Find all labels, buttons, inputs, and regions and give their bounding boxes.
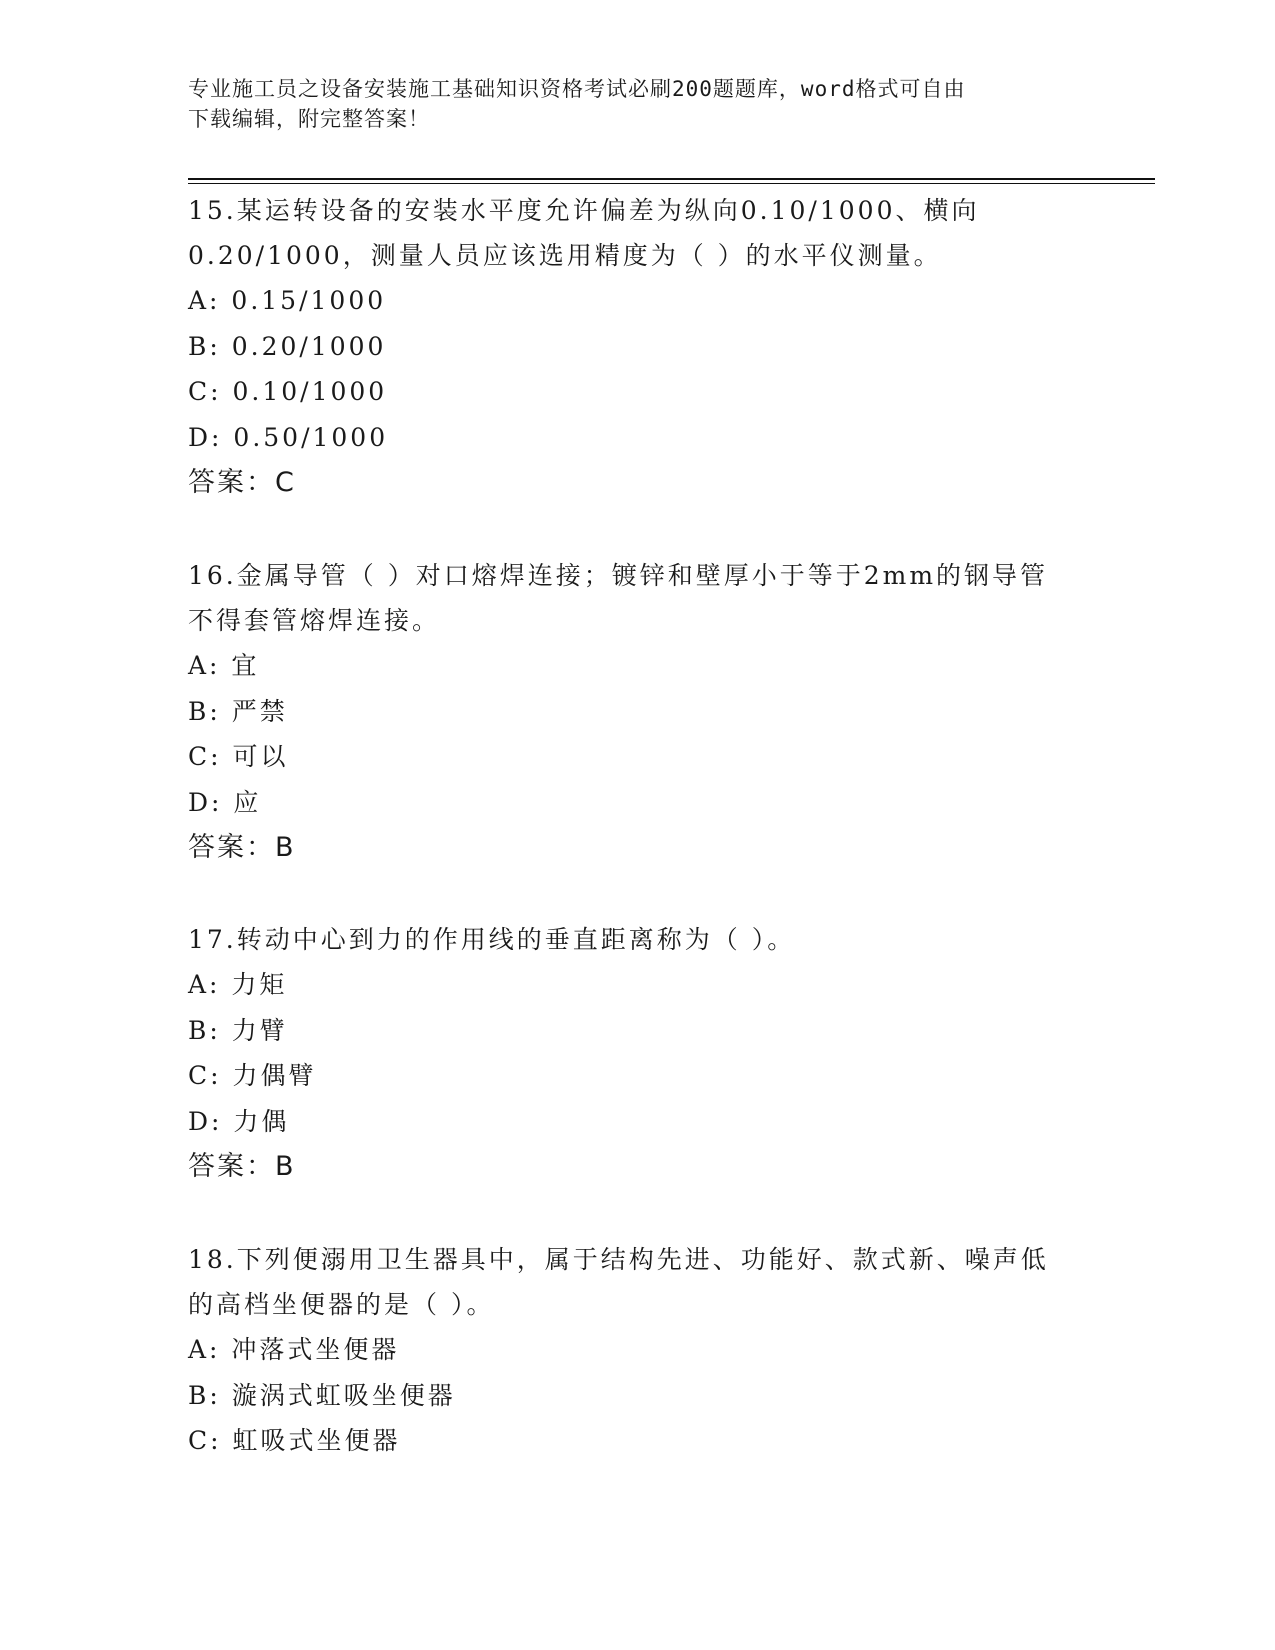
option-a: A: 力矩 [188, 970, 288, 999]
option-a: A: 冲落式坐便器 [188, 1335, 400, 1364]
option-b: B: 0.20/1000 [188, 331, 387, 361]
question-stem-line: 的高档坐便器的是（ ）。 [188, 1290, 495, 1319]
question-stem-line: 0.20/1000，测量人员应该选用精度为（ ）的水平仪测量。 [188, 241, 942, 270]
option-b: B: 漩涡式虹吸坐便器 [188, 1380, 456, 1410]
answer-line: 答案：C [188, 467, 296, 498]
question-stem-line: 18.下列便溺用卫生器具中，属于结构先进、功能好、款式新、噪声低 [188, 1245, 1049, 1274]
question-stem-line: 15.某运转设备的安装水平度允许偏差为纵向0.10/1000、横向 [188, 196, 980, 225]
header-line-2: 下载编辑，附完整答案！ [188, 107, 430, 131]
question-18 [188, 1237, 1088, 1464]
question-stem-line: 17.转动中心到力的作用线的垂直距离称为（ ）。 [188, 925, 796, 954]
option-c: C: 虹吸式坐便器 [188, 1426, 401, 1455]
question-stem-line: 不得套管熔焊连接。 [188, 606, 441, 635]
answer-line: 答案：B [188, 1151, 296, 1182]
option-d: D: 力偶 [188, 1106, 290, 1136]
question-stem-line: 16.金属导管（ ）对口熔焊连接；镀锌和壁厚小于等于2mm的钢导管 [188, 561, 1049, 590]
answer-line: 答案：B [188, 832, 296, 863]
header-line-1: 专业施工员之设备安装施工基础知识资格考试必刷200题题库，word格式可自由 [188, 77, 966, 101]
question-16 [188, 553, 1088, 871]
option-c: C: 力偶臂 [188, 1061, 317, 1090]
option-d: D: 0.50/1000 [188, 422, 389, 452]
option-b: B: 力臂 [188, 1015, 288, 1045]
document-header [188, 74, 1088, 134]
question-17 [188, 917, 1088, 1190]
header-divider-thick [188, 178, 1155, 180]
option-d: D: 应 [188, 787, 262, 817]
option-a: A: 0.15/1000 [188, 286, 387, 315]
option-c: C: 0.10/1000 [188, 377, 388, 406]
header-divider-thin [188, 183, 1155, 184]
question-15 [188, 188, 1088, 506]
option-b: B: 严禁 [188, 696, 288, 726]
option-c: C: 可以 [188, 742, 289, 771]
option-a: A: 宜 [188, 651, 260, 680]
